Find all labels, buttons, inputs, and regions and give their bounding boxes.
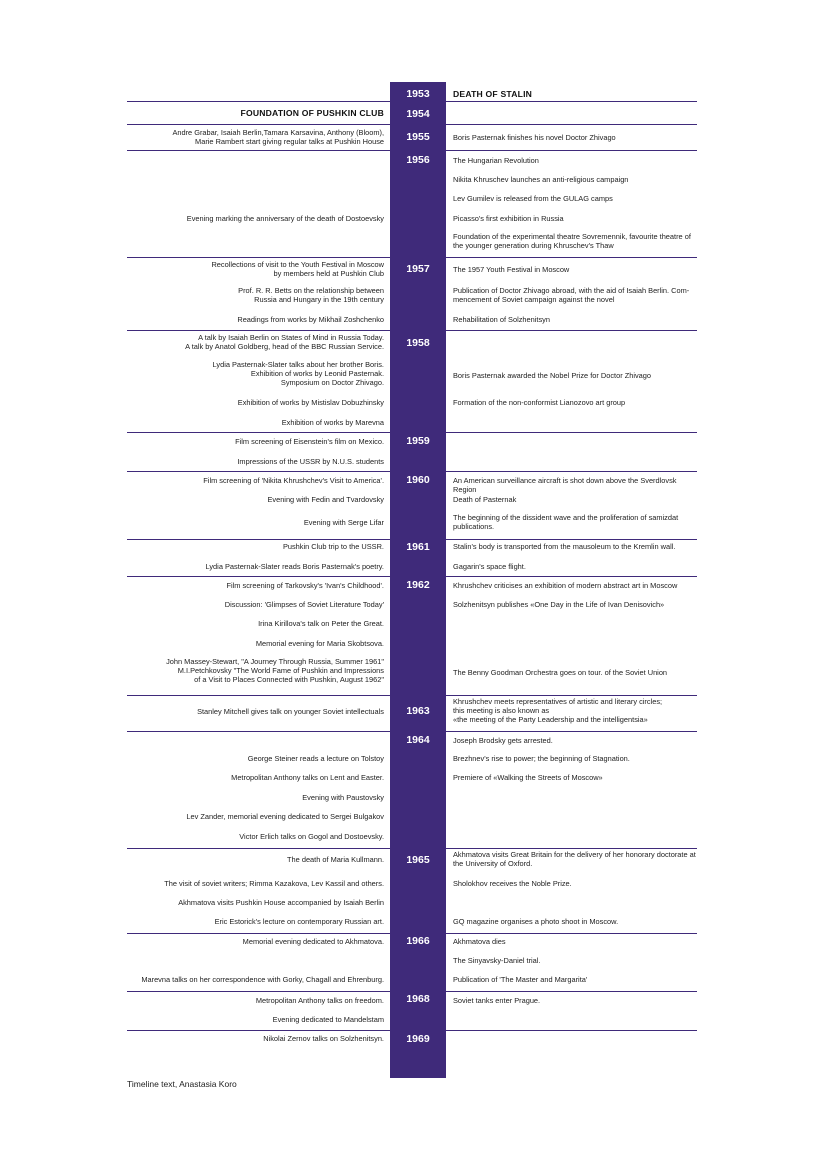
pushkin-club-event: Evening dedicated to Mandelstam: [272, 1015, 384, 1024]
separator-line: [127, 991, 697, 992]
pushkin-club-event: Prof. R. R. Betts on the relationship between Russia and Hungary in the 19th century: [238, 286, 384, 304]
pushkin-club-event: Memorial evening for Maria Skobtsova.: [255, 639, 384, 648]
separator-line: [127, 576, 697, 577]
separator-line: [127, 101, 697, 102]
year-label: 1954: [406, 108, 430, 120]
historical-event: Stalin's body is transported from the mausoleum to the Kremlin wall.: [453, 542, 676, 551]
separator-line: [127, 432, 697, 433]
historical-event: Boris Pasternak finishes his novel Doctor Zhivago: [453, 133, 616, 142]
historical-event: Publication of Doctor Zhivago abroad, with the aid of Isaiah Berlin. Com- mencement of Soviet campaign against the novel: [453, 286, 690, 304]
pushkin-club-event: Exhibition of works by Marevna: [281, 418, 384, 427]
year-label: 1963: [406, 705, 430, 717]
year-label: 1961: [406, 541, 430, 553]
separator-line: [127, 848, 697, 849]
pushkin-club-event: Pushkin Club trip to the USSR.: [282, 542, 384, 551]
pushkin-club-event: Memorial evening dedicated to Akhmatova.: [242, 937, 384, 946]
pushkin-club-event: Film screening of 'Nikita Khrushchev's Visit to America'.: [203, 476, 384, 485]
historical-event: Solzhenitsyn publishes «One Day in the Life of Ivan Denisovich»: [453, 600, 665, 609]
pushkin-club-event: Andre Grabar, Isaiah Berlin,Tamara Karsavina, Anthony (Bloom), Marie Rambert start giving regular talks at Pushkin House: [172, 128, 384, 146]
pushkin-club-event: Film screening of Eisenstein's film on Mexico.: [235, 437, 384, 446]
historical-event: Khrushchev meets representatives of artistic and literary circles; this meeting is also known as «the meeting of the Party Leadership and the intelligentsia»: [453, 697, 663, 724]
year-label: 1966: [406, 935, 430, 947]
pushkin-club-event: The visit of soviet writers; Rimma Kazakova, Lev Kassil and others.: [164, 879, 384, 888]
pushkin-club-event: Metropolitan Anthony talks on Lent and Easter.: [231, 773, 384, 782]
separator-line: [127, 933, 697, 934]
historical-event: Rehabilitation of Solzhenitsyn: [453, 315, 550, 324]
separator-line: [127, 539, 697, 540]
pushkin-club-event: Victor Erlich talks on Gogol and Dostoevsky.: [239, 832, 384, 841]
year-label: 1960: [406, 474, 430, 486]
separator-line: [127, 150, 697, 151]
historical-event: Nikita Khruschev launches an anti-religious campaign: [453, 175, 629, 184]
historical-event: Sholokhov receives the Noble Prize.: [453, 879, 572, 888]
separator-line: [127, 695, 697, 696]
historical-event: The Sinyavsky-Daniel trial.: [453, 956, 541, 965]
pushkin-club-event: Marevna talks on her correspondence with Gorky, Chagall and Ehrenburg.: [141, 975, 384, 984]
pushkin-club-event: Impressions of the USSR by N.U.S. students: [237, 457, 384, 466]
historical-event: The 1957 Youth Festival in Moscow: [453, 265, 570, 274]
pushkin-club-event: Discussion: 'Glimpses of Soviet Literature Today': [224, 600, 384, 609]
pushkin-club-event: Lydia Pasternak-Slater reads Boris Pasternak's poetry.: [205, 562, 384, 571]
pushkin-club-event: Evening with Fedin and Tvardovsky: [267, 495, 384, 504]
historical-event: DEATH OF STALIN: [453, 89, 533, 99]
pushkin-club-event: Film screening of Tarkovsky's 'Ivan's Childhood'.: [226, 581, 384, 590]
year-label: 1962: [406, 579, 430, 591]
year-label: 1955: [406, 131, 430, 143]
pushkin-club-event: A talk by Isaiah Berlin on States of Mind in Russia Today. A talk by Anatol Goldberg, head of the BBC Russian Service.: [185, 333, 384, 351]
historical-event: GQ magazine organises a photo shoot in Moscow.: [453, 917, 619, 926]
historical-event: Boris Pasternak awarded the Nobel Prize for Doctor Zhivago: [453, 371, 651, 380]
pushkin-club-event: Recollections of visit to the Youth Festival in Moscow by members held at Pushkin Club: [211, 260, 384, 278]
pushkin-club-event: Exhibition of works by Mistislav Dobuzhinsky: [237, 398, 384, 407]
historical-event: The beginning of the dissident wave and the proliferation of samizdat publications.: [453, 513, 679, 531]
historical-event: Soviet tanks enter Prague.: [453, 996, 541, 1005]
year-label: 1969: [406, 1033, 430, 1045]
year-label: 1957: [406, 263, 430, 275]
pushkin-club-event: FOUNDATION OF PUSHKIN CLUB: [240, 108, 384, 118]
year-label: 1964: [406, 734, 430, 746]
year-label: 1968: [406, 993, 430, 1005]
separator-line: [127, 471, 697, 472]
credit-text: Timeline text, Anastasia Koro: [127, 1079, 237, 1089]
historical-event: The Benny Goodman Orchestra goes on tour. of the Soviet Union: [453, 668, 668, 677]
historical-event: The Hungarian Revolution: [453, 156, 539, 165]
pushkin-club-event: Lydia Pasternak-Slater talks about her brother Boris. Exhibition of works by Leonid Pasternak. Symposium on Doctor Zhivago.: [212, 360, 384, 387]
historical-event: Brezhnev's rise to power; the beginning of Stagnation.: [453, 754, 630, 763]
pushkin-club-event: Nikolai Zernov talks on Solzhenitsyn.: [263, 1034, 384, 1043]
pushkin-club-event: Stanley Mitchell gives talk on younger Soviet intellectuals: [197, 707, 384, 716]
year-label: 1959: [406, 435, 430, 447]
historical-event: Joseph Brodsky gets arrested.: [453, 736, 553, 745]
historical-event: Death of Pasternak: [453, 495, 517, 504]
historical-event: Khrushchev criticises an exhibition of modern abstract art in Moscow: [453, 581, 678, 590]
separator-line: [127, 1030, 697, 1031]
year-label: 1965: [406, 854, 430, 866]
historical-event: Formation of the non-conformist Lianozovo art group: [453, 398, 626, 407]
pushkin-club-event: Metropolitan Anthony talks on freedom.: [255, 996, 384, 1005]
pushkin-club-event: Akhmatova visits Pushkin House accompanied by Isaiah Berlin: [178, 898, 384, 907]
pushkin-club-event: The death of Maria Kullmann.: [287, 855, 384, 864]
pushkin-club-event: Evening with Paustovsky: [302, 793, 384, 802]
year-label: 1956: [406, 154, 430, 166]
historical-event: An American surveillance aircraft is shot down above the Sverdlovsk Region: [453, 476, 677, 494]
pushkin-club-event: John Massey-Stewart, "A Journey Through Russia, Summer 1961" M.I.Petchkovsky "The World Fame of Pushkin and Impressions of a Visit to Places Connected with Pushkin, August 1962": [166, 657, 384, 684]
pushkin-club-event: Evening with Serge Lifar: [303, 518, 384, 527]
separator-line: [127, 257, 697, 258]
historical-event: Akhmatova dies: [453, 937, 506, 946]
historical-event: Picasso's first exhibition in Russia: [453, 214, 564, 223]
pushkin-club-event: Eric Estorick's lecture on contemporary Russian art.: [214, 917, 384, 926]
pushkin-club-event: Irina Kirillova's talk on Peter the Great.: [258, 619, 384, 628]
separator-line: [127, 124, 697, 125]
historical-event: Gagarin's space flight.: [453, 562, 526, 571]
pushkin-club-event: Lev Zander, memorial evening dedicated to Sergei Bulgakov: [186, 812, 384, 821]
historical-event: Lev Gumilev is released from the GULAG camps: [453, 194, 613, 203]
separator-line: [127, 731, 697, 732]
pushkin-club-event: Readings from works by Mikhail Zoshchenko: [237, 315, 384, 324]
historical-event: Akhmatova visits Great Britain for the delivery of her honorary doctorate at the University of Oxford.: [453, 850, 696, 868]
historical-event: Premiere of «Walking the Streets of Moscow»: [453, 773, 603, 782]
pushkin-club-event: Evening marking the anniversary of the death of Dostoevsky: [186, 214, 384, 223]
year-label: 1958: [406, 337, 430, 349]
historical-event: Foundation of the experimental theatre Sovremennik, favourite theatre of the younger generation during Khruschev's Thaw: [453, 232, 691, 250]
pushkin-club-event: George Steiner reads a lecture on Tolstoy: [247, 754, 384, 763]
year-label: 1953: [406, 88, 430, 100]
separator-line: [127, 330, 697, 331]
historical-event: Publication of 'The Master and Margarita': [453, 975, 588, 984]
